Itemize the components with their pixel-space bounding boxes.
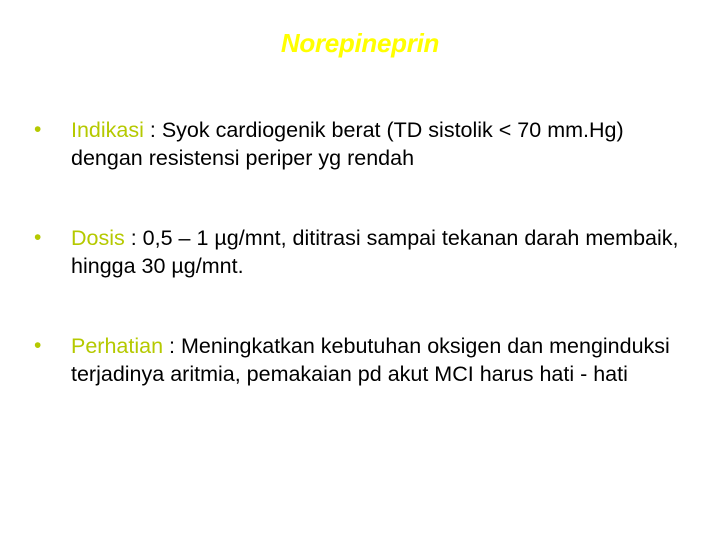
bullet-text: : 0,5 – 1 µg/mnt, dititrasi sampai tekanan darah membaik, hingga 30 µg/mnt. (71, 226, 679, 278)
bullet-text: : Syok cardiogenik berat (TD sistolik < 70 mm.Hg) dengan resistensi periper yg rendah (71, 118, 624, 170)
bullet-dot-icon: • (34, 334, 42, 357)
slide-title: Norepineprin (280, 28, 440, 58)
bullet-dot-icon: • (34, 226, 42, 249)
bullet-item-indikasi (32, 116, 692, 172)
bullet-item-dosis (32, 224, 692, 280)
bullet-text: : Meningkatkan kebutuhan oksigen dan menginduksi terjadinya aritmia, pemakaian pd akut MCI harus hati - hati (71, 334, 670, 386)
bullet-term: Dosis (71, 226, 125, 250)
bullet-item-perhatian (32, 332, 692, 388)
bullet-list (32, 116, 692, 440)
bullet-term: Perhatian (71, 334, 164, 358)
bullet-dot-icon: • (34, 118, 42, 141)
bullet-term: Indikasi (71, 118, 144, 142)
